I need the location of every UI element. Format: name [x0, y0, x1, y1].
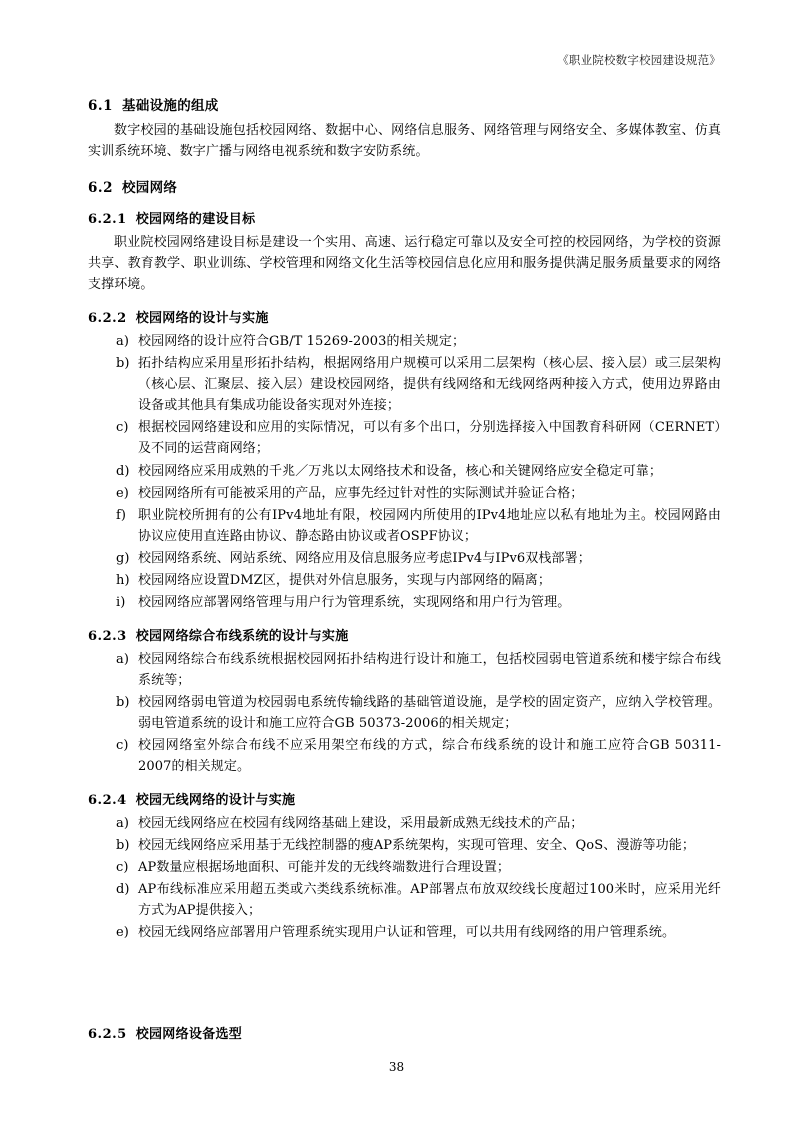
- list-item-text: 校园网络系统、网站系统、网络应用及信息服务应考虑IPv4与IPv6双栈部署；: [138, 550, 591, 566]
- list-marker: c): [116, 738, 129, 754]
- list-marker: f): [116, 507, 127, 523]
- list-item: [116, 417, 721, 459]
- page-number: 38: [388, 1060, 405, 1074]
- list-item: [116, 692, 721, 734]
- subsection-number: 6.2.4: [88, 793, 127, 809]
- list-marker: b): [116, 356, 130, 372]
- section-heading-6-1: [88, 94, 721, 114]
- list-6-2-2: [88, 331, 721, 613]
- list-marker: g): [116, 550, 130, 566]
- list-item: [116, 835, 721, 856]
- subsection-heading-6-2-1: [88, 208, 721, 227]
- subsection-title: 校园网络设备选型: [135, 1027, 243, 1043]
- list-item: [116, 857, 721, 878]
- list-item-text: 校园网络应采用成熟的千兆／万兆以太网络技术和设备，核心和关键网络应安全稳定可靠；: [138, 463, 663, 479]
- section-title: 校园网络: [122, 180, 178, 197]
- list-marker: d): [116, 882, 130, 898]
- list-item-text: 校园网络弱电管道为校园弱电系统传输线路的基础管道设施，是学校的固定资产，应纳入学校管理。弱电管道系统的设计和施工应符合GB 50373-2006的相关规定；: [138, 694, 721, 731]
- list-marker: d): [116, 463, 130, 479]
- list-marker: a): [116, 816, 130, 832]
- list-item: [116, 735, 721, 777]
- list-6-2-3: [88, 649, 721, 777]
- subsection-title: 校园无线网络的设计与实施: [135, 793, 296, 809]
- list-marker: a): [116, 334, 130, 350]
- list-marker: b): [116, 838, 130, 854]
- subsection-title: 校园网络综合布线系统的设计与实施: [135, 628, 349, 644]
- list-item-text: 职业院校所拥有的公有IPv4地址有限，校园网内所使用的IPv4地址应以私有地址为主。校园网路由协议应使用直连路由协议、静态路由协议或者OSPF协议；: [138, 507, 721, 544]
- list-item-text: 校园网络的设计应符合GB/T 15269-2003的相关规定；: [138, 334, 466, 350]
- subsection-number: 6.2.5: [88, 1027, 127, 1043]
- subsection-title: 校园网络的设计与实施: [135, 311, 269, 327]
- list-item-text: 根据校园网络建设和应用的实际情况，可以有多个出口，分别选择接入中国教育科研网（CERNET）及不同的运营商网络；: [138, 420, 721, 457]
- paragraph-6-2-1-1: 职业院校园网络建设目标是建设一个实用、高速、运行稳定可靠以及安全可控的校园网络，为学校的资源共享、教育教学、职业训练、学校管理和网络文化生活等校园信息化应用和服务提供满足服务质量要求的网络支撑环境。: [88, 235, 721, 293]
- list-item: [116, 548, 721, 569]
- list-item-text: 校园网络应设置DMZ区，提供对外信息服务，实现与内部网络的隔离；: [138, 572, 551, 588]
- list-marker: c): [116, 420, 129, 436]
- section-number: 6.1: [88, 98, 113, 114]
- list-item-text: 校园无线网络应部署用户管理系统实现用户认证和管理，可以共用有线网络的用户管理系统。: [138, 925, 676, 941]
- list-item-text: 校园无线网络应采用基于无线控制器的瘦AP系统架构，实现可管理、安全、QoS、漫游等功能；: [138, 838, 695, 854]
- subsection-heading-6-2-2: [88, 307, 721, 326]
- document-header: 《职业院校数字校园建设规范》: [557, 53, 721, 67]
- list-item: [116, 649, 721, 691]
- list-item-text: 拓扑结构应采用星形拓扑结构，根据网络用户规模可以采用二层架构（核心层、接入层）或三层架构（核心层、汇聚层、接入层）建设校园网络，提供有线网络和无线网络两种接入方式，使用边界路由设备或其他具有集成功能设备实现对外连接；: [138, 356, 721, 414]
- paragraph-6-1-1: 数字校园的基础设施包括校园网络、数据中心、网络信息服务、网络管理与网络安全、多媒体教室、仿真实训系统环境、数字广播与网络电视系统和数字安防系统。: [88, 123, 721, 160]
- list-item: [116, 922, 721, 943]
- list-item: [116, 570, 721, 591]
- list-item-text: AP数量应根据场地面积、可能并发的无线终端数进行合理设置；: [138, 860, 511, 876]
- list-item: [116, 879, 721, 921]
- section-gap: [88, 949, 721, 1011]
- list-item-text: 校园网络室外综合布线不应采用架空布线的方式，综合布线系统的设计和施工应符合GB 50311-2007的相关规定。: [138, 738, 721, 775]
- list-item-text: AP布线标准应采用超五类或六类线系统标准。AP部署点布放双绞线长度超过100米时，应采用光纤方式为AP提供接入；: [138, 882, 721, 919]
- list-item-text: 校园网络综合布线系统根据校园网拓扑结构进行设计和施工，包括校园弱电管道系统和楼宇综合布线系统等；: [138, 651, 721, 688]
- list-item-text: 校园网络所有可能被采用的产品，应事先经过针对性的实际测试并验证合格；: [138, 485, 584, 501]
- subsection-title: 校园网络的建设目标: [135, 212, 256, 228]
- list-item-text: 校园网络应部署网络管理与用户行为管理系统，实现网络和用户行为管理。: [138, 594, 571, 610]
- list-item: [116, 331, 721, 352]
- section-number: 6.2: [88, 180, 113, 197]
- list-marker: i): [116, 594, 126, 610]
- list-item: [116, 353, 721, 416]
- subsection-heading-6-2-3: [88, 625, 721, 644]
- list-item-text: 校园无线网络应在校园有线网络基础上建设，采用最新成熟无线技术的产品；: [138, 816, 584, 832]
- list-marker: b): [116, 694, 130, 710]
- list-marker: a): [116, 651, 130, 667]
- list-marker: c): [116, 860, 129, 876]
- subsection-heading-6-2-4: [88, 789, 721, 808]
- section-title: 基础设施的组成: [122, 98, 219, 114]
- list-marker: e): [116, 925, 129, 941]
- subsection-number: 6.2.3: [88, 628, 127, 644]
- section-heading-6-2: [88, 176, 721, 196]
- subsection-heading-6-2-5: [88, 1023, 721, 1042]
- list-marker: e): [116, 485, 129, 501]
- subsection-number: 6.2.1: [88, 212, 127, 228]
- list-item: [116, 505, 721, 547]
- list-item: [116, 813, 721, 834]
- list-item: [116, 483, 721, 504]
- subsection-number: 6.2.2: [88, 311, 127, 327]
- list-item: [116, 461, 721, 482]
- list-6-2-4: [88, 813, 721, 943]
- list-marker: h): [116, 572, 130, 588]
- list-item: [116, 592, 721, 613]
